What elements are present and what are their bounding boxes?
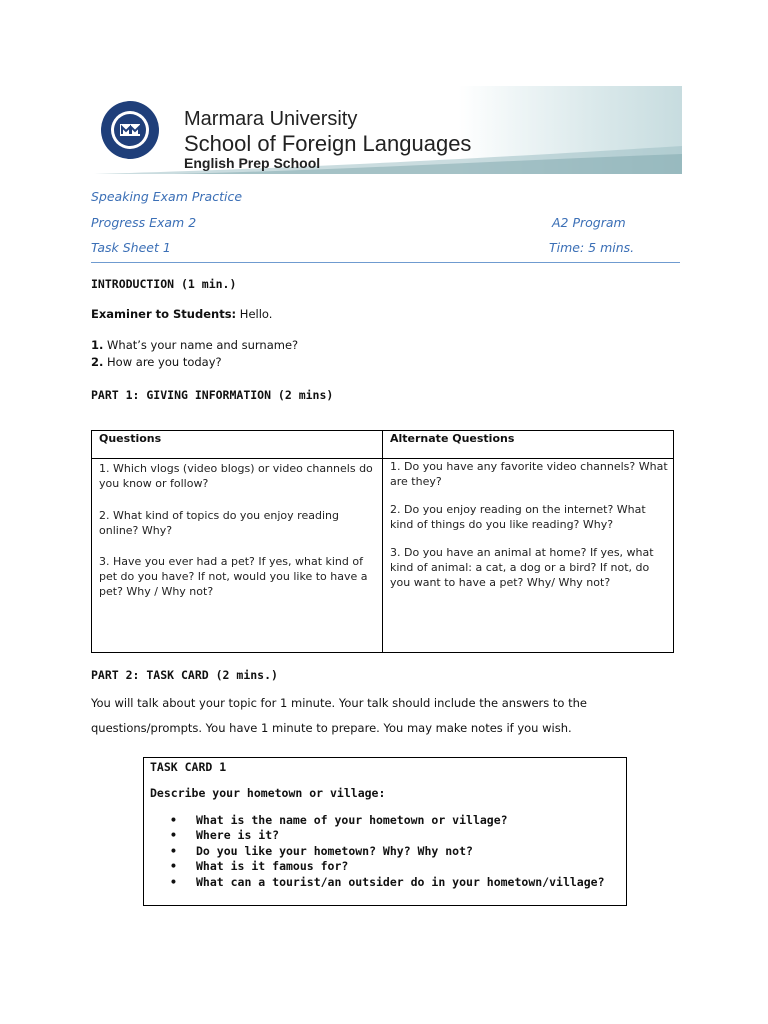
- part2-instructions-line1: You will talk about your topic for 1 minute. Your talk should include the answers to the: [91, 696, 587, 710]
- intro-question-2: [91, 355, 222, 369]
- questions-table: [91, 430, 674, 653]
- intro-question-1: [91, 338, 298, 352]
- bullet-text: Do you like your hometown? Why? Why not?: [196, 843, 473, 858]
- intro-question-number: 1.: [91, 338, 104, 352]
- university-name: Marmara University: [184, 108, 358, 130]
- question-item-3: 3. Have you ever had a pet? If yes, what kind of pet do you have? If not, would you like to have a pet? Why / Why not?: [99, 555, 368, 598]
- program-label: A2 Program: [552, 215, 626, 230]
- header-divider: [91, 262, 680, 263]
- intro-question-number: 2.: [91, 355, 104, 369]
- task-card-title: TASK CARD 1: [150, 760, 227, 774]
- task-card-bullet: [170, 875, 605, 890]
- task-card-bullet: [170, 859, 605, 874]
- examiner-greeting: Hello.: [236, 307, 273, 321]
- examiner-label: Examiner to Students:: [91, 307, 237, 321]
- university-seal-logo: [100, 100, 160, 160]
- alternate-question-item-2: 2. Do you enjoy reading on the internet? What kind of things do you like reading? Why?: [390, 503, 646, 531]
- alternate-question-item-3: 3. Do you have an animal at home? If yes, what kind of animal: a cat, a dog or a bird? If not, do you want to have a pet? Why/ Why not?: [390, 546, 654, 589]
- task-card-bullet-list: [170, 813, 605, 890]
- exam-name: Progress Exam 2: [91, 215, 197, 230]
- questions-column-header: Questions: [99, 432, 162, 445]
- part2-heading: PART 2: TASK CARD (2 mins.): [91, 668, 278, 682]
- bullet-icon: •: [170, 813, 177, 827]
- header-banner: [94, 86, 682, 174]
- time-label: Time: 5 mins.: [549, 240, 635, 255]
- prep-school-name: English Prep School: [184, 155, 321, 171]
- alternate-question-item-1: 1. Do you have any favorite video channels? What are they?: [390, 460, 668, 488]
- task-card-bullet: [170, 813, 605, 828]
- task-card-prompt: Describe your hometown or village:: [150, 786, 386, 800]
- intro-question-text: What’s your name and surname?: [103, 338, 299, 352]
- exam-title: Speaking Exam Practice: [91, 189, 243, 204]
- examiner-line: [91, 307, 272, 321]
- bullet-text: What can a tourist/an outsider do in your hometown/village?: [196, 874, 605, 889]
- task-card-box: [143, 757, 627, 906]
- bullet-text: What is the name of your hometown or village?: [196, 813, 508, 827]
- bullet-text: Where is it?: [196, 828, 280, 843]
- part2-instructions-line2: questions/prompts. You have 1 minute to prepare. You may make notes if you wish.: [91, 721, 572, 735]
- bullet-icon: •: [170, 874, 177, 889]
- table-column-divider: [382, 431, 383, 652]
- bullet-icon: •: [170, 843, 177, 858]
- task-card-bullet: [170, 844, 605, 859]
- bullet-icon: •: [170, 859, 177, 874]
- question-item-1: 1. Which vlogs (video blogs) or video channels do you know or follow?: [99, 462, 373, 490]
- alternate-questions-column-header: Alternate Questions: [390, 432, 515, 445]
- bullet-text: What is it famous for?: [196, 859, 349, 874]
- question-item-2: 2. What kind of topics do you enjoy reading online? Why?: [99, 509, 339, 537]
- bullet-icon: •: [170, 828, 177, 843]
- introduction-heading: INTRODUCTION (1 min.): [91, 277, 237, 291]
- intro-question-text: How are you today?: [103, 355, 222, 369]
- task-card-bullet: [170, 828, 605, 843]
- task-sheet-label: Task Sheet 1: [91, 240, 171, 255]
- school-name: School of Foreign Languages: [184, 131, 472, 156]
- part1-heading: PART 1: GIVING INFORMATION (2 mins): [91, 388, 334, 402]
